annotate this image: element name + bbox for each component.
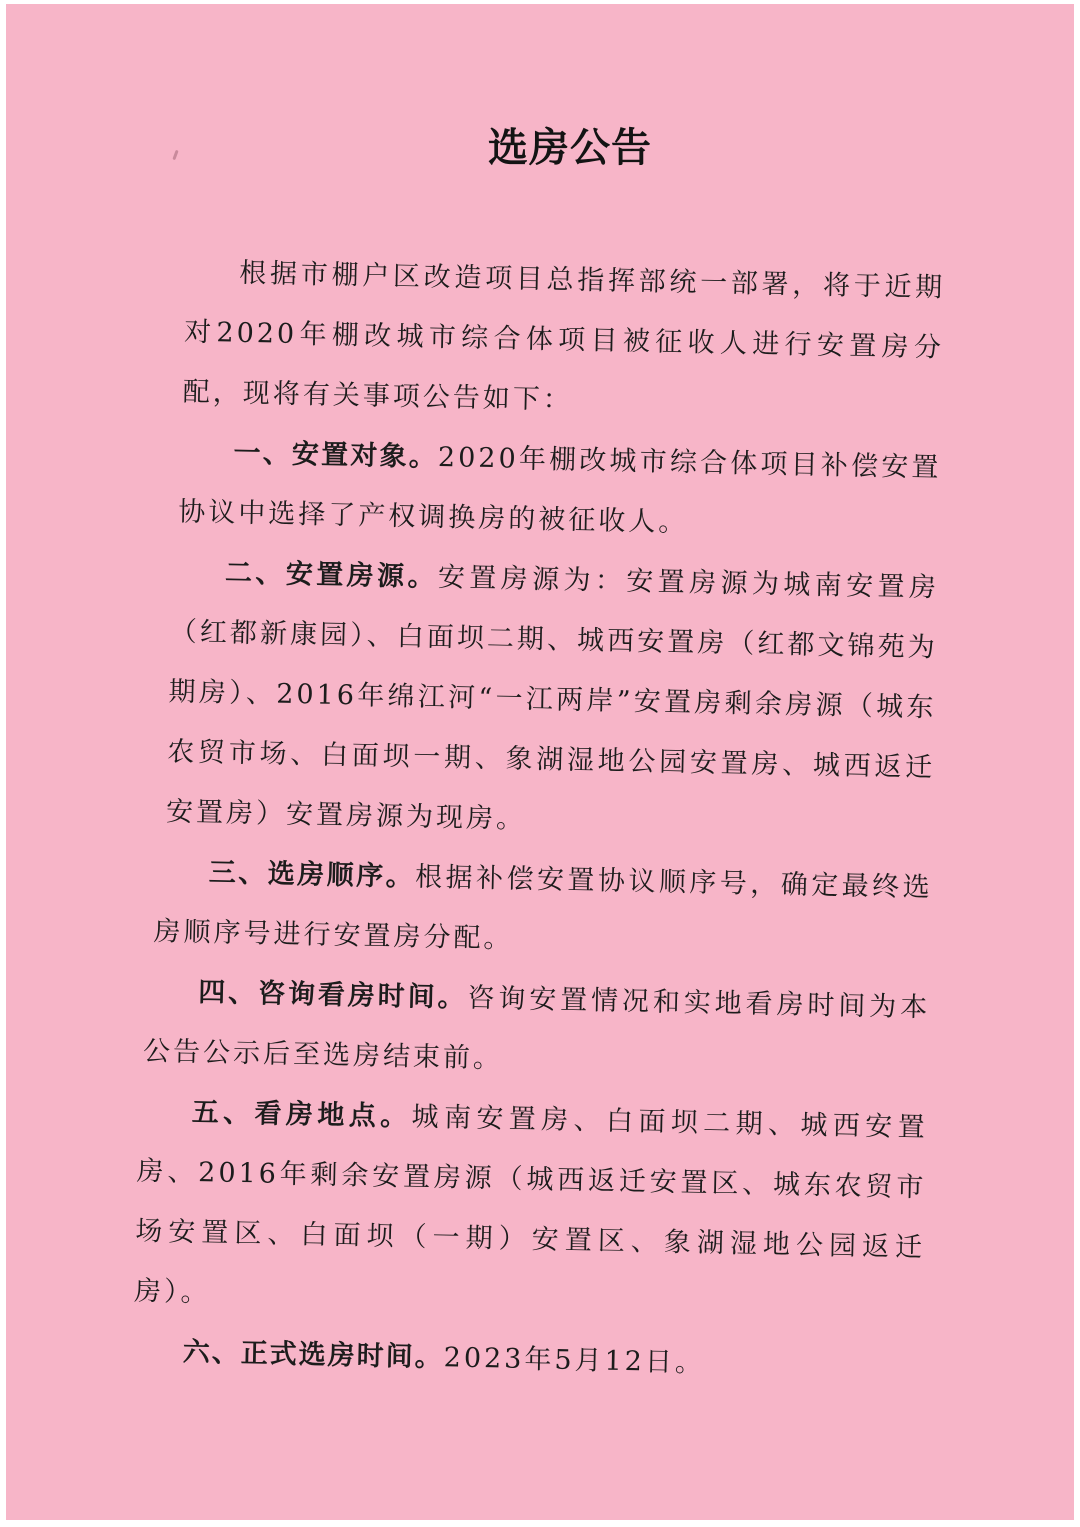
- section-3-heading: 三、选房顺序。: [208, 857, 416, 893]
- section-1: [178, 423, 942, 559]
- section-3-text: 根据补偿安置协议顺序号，确定最终选房顺序号进行安置房分配。: [153, 861, 933, 955]
- section-5: [133, 1082, 928, 1338]
- section-1-heading: 一、安置对象。: [233, 437, 439, 473]
- intro-paragraph: 根据市棚户区改造项目总指挥部统一部署，将于近期对2020年棚改城市综合体项目被征收人进行安置房分配，现将有关事项公告如下：: [182, 257, 946, 416]
- section-5-heading: 五、看房地点。: [191, 1096, 412, 1133]
- section-4-text: 咨询安置情况和实地看房时间为本公告公示后至选房结束前。: [142, 982, 931, 1075]
- section-4: [142, 962, 930, 1098]
- section-3: [153, 842, 933, 978]
- section-2: [165, 542, 939, 858]
- section-2-text: 安置房源为：安置房源为城南安置房（红都新康园）、白面坝二期、城西安置房（红都文锦苑为期房）、2016年绵江河“一江两岸”安置房剩余房源（城东农贸市场、白面坝一期、象湖湿地公园安置房、城西返迁安置房）安置房源为现房。: [165, 561, 940, 835]
- section-1-text: 2020年棚改城市综合体项目补偿安置协议中选择了产权调换房的被征收人。: [178, 441, 942, 539]
- section-4-heading: 四、咨询看房时间。: [197, 977, 468, 1014]
- section-6-text: 2023年5月12日。: [443, 1342, 706, 1379]
- document-body: [132, 242, 946, 1398]
- section-5-text: 城南安置房、白面坝二期、城西安置房、2016年剩余安置房源（城西返迁安置区、城东农贸市场安置区、白面坝（一期）安置区、象湖湿地公园返迁房）。: [133, 1101, 928, 1309]
- document-title: 选房公告: [488, 124, 652, 171]
- document-page: [6, 4, 1074, 1520]
- section-6-heading: 六、正式选房时间。: [182, 1336, 445, 1374]
- section-2-heading: 二、安置房源。: [224, 557, 439, 593]
